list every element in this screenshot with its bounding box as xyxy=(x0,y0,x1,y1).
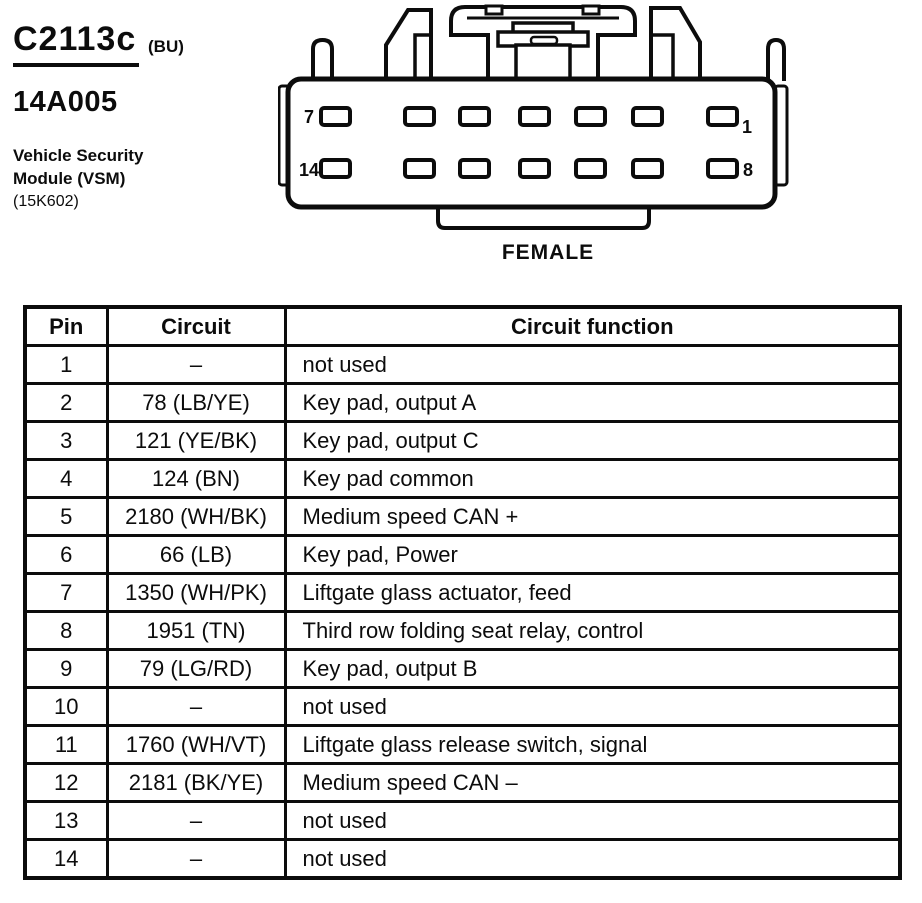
pin-cell: 12 xyxy=(25,764,107,802)
function-cell: Third row folding seat relay, control xyxy=(285,612,900,650)
pin-cell: 6 xyxy=(25,536,107,574)
circuit-cell: 2181 (BK/YE) xyxy=(107,764,285,802)
pinout-table xyxy=(23,305,902,880)
pin-slot xyxy=(460,108,489,125)
function-cell: not used xyxy=(285,840,900,879)
top-post-right xyxy=(768,40,784,81)
pin-cell: 11 xyxy=(25,726,107,764)
connector-color-code: (BU) xyxy=(148,37,184,56)
table-row xyxy=(25,536,900,574)
function-cell: Key pad, output A xyxy=(285,384,900,422)
latch-wing-left xyxy=(386,10,431,81)
pin-8-label: 8 xyxy=(743,160,754,180)
connector-id: C2113c xyxy=(13,22,139,67)
component-name-line2: Module (VSM) xyxy=(13,169,126,188)
table-row xyxy=(25,840,900,879)
circuit-cell: 66 (LB) xyxy=(107,536,285,574)
pin-slot xyxy=(460,160,489,177)
function-cell: Key pad, output B xyxy=(285,650,900,688)
pin-slot xyxy=(405,160,434,177)
col-header-pin: Pin xyxy=(25,307,107,346)
circuit-cell: – xyxy=(107,840,285,879)
function-cell: not used xyxy=(285,802,900,840)
col-header-circuit-function: Circuit function xyxy=(285,307,900,346)
circuit-cell: 121 (YE/BK) xyxy=(107,422,285,460)
component-base-number: (15K602) xyxy=(13,193,79,210)
connector-body xyxy=(288,79,775,207)
table-row xyxy=(25,498,900,536)
function-cell: Medium speed CAN + xyxy=(285,498,900,536)
connector-gender-label: FEMALE xyxy=(501,241,595,264)
pin-cell: 9 xyxy=(25,650,107,688)
circuit-cell: 1350 (WH/PK) xyxy=(107,574,285,612)
bridge-notch-right xyxy=(583,6,599,14)
latch-wing-right xyxy=(651,8,700,81)
pin-cell: 2 xyxy=(25,384,107,422)
pin-slot xyxy=(576,108,605,125)
function-cell: Liftgate glass actuator, feed xyxy=(285,574,900,612)
pin-cell: 1 xyxy=(25,346,107,384)
pin-cell: 5 xyxy=(25,498,107,536)
pin-slot xyxy=(708,108,737,125)
component-description xyxy=(13,144,143,213)
function-cell: not used xyxy=(285,688,900,726)
table-row xyxy=(25,574,900,612)
circuit-cell: 1760 (WH/VT) xyxy=(107,726,285,764)
bridge-notch-left xyxy=(486,6,502,14)
pin-slot xyxy=(321,160,350,177)
part-number: 14A005 xyxy=(13,86,118,118)
pin-cell: 13 xyxy=(25,802,107,840)
circuit-cell: 124 (BN) xyxy=(107,460,285,498)
table-row xyxy=(25,460,900,498)
circuit-cell: – xyxy=(107,688,285,726)
pin-slot xyxy=(520,108,549,125)
pin-slot xyxy=(576,160,605,177)
col-header-circuit: Circuit xyxy=(107,307,285,346)
pin-cell: 14 xyxy=(25,840,107,879)
circuit-cell: – xyxy=(107,346,285,384)
pin-cell: 10 xyxy=(25,688,107,726)
pin-slot xyxy=(633,160,662,177)
table-row xyxy=(25,612,900,650)
table-row xyxy=(25,802,900,840)
circuit-cell: 2180 (WH/BK) xyxy=(107,498,285,536)
function-cell: Key pad, Power xyxy=(285,536,900,574)
table-row xyxy=(25,688,900,726)
pin-slot xyxy=(633,108,662,125)
pin-slot xyxy=(708,160,737,177)
pin-slot xyxy=(321,108,350,125)
pin-slot xyxy=(405,108,434,125)
table-row xyxy=(25,346,900,384)
connector-diagram xyxy=(278,2,794,234)
circuit-cell: 78 (LB/YE) xyxy=(107,384,285,422)
function-cell: Medium speed CAN – xyxy=(285,764,900,802)
table-header-row xyxy=(25,307,900,346)
function-cell: Liftgate glass release switch, signal xyxy=(285,726,900,764)
pin-cell: 4 xyxy=(25,460,107,498)
connector-drawing xyxy=(278,2,794,234)
pin-cell: 7 xyxy=(25,574,107,612)
table-row xyxy=(25,422,900,460)
pin-14-label: 14 xyxy=(298,160,319,180)
table-row xyxy=(25,764,900,802)
pin-cell: 3 xyxy=(25,422,107,460)
pin-7-label: 7 xyxy=(303,107,314,127)
pin-1-label: 1 xyxy=(742,117,753,137)
table-row xyxy=(25,384,900,422)
top-post-left xyxy=(313,40,332,81)
center-latch-button xyxy=(531,37,557,44)
table-row xyxy=(25,726,900,764)
pin-slot xyxy=(520,160,549,177)
function-cell: Key pad common xyxy=(285,460,900,498)
center-latch-block xyxy=(516,45,570,80)
circuit-cell: 79 (LG/RD) xyxy=(107,650,285,688)
pin-cell: 8 xyxy=(25,612,107,650)
circuit-cell: 1951 (TN) xyxy=(107,612,285,650)
table-row xyxy=(25,650,900,688)
circuit-cell: – xyxy=(107,802,285,840)
component-name-line1: Vehicle Security xyxy=(13,146,144,165)
function-cell: not used xyxy=(285,346,900,384)
function-cell: Key pad, output C xyxy=(285,422,900,460)
